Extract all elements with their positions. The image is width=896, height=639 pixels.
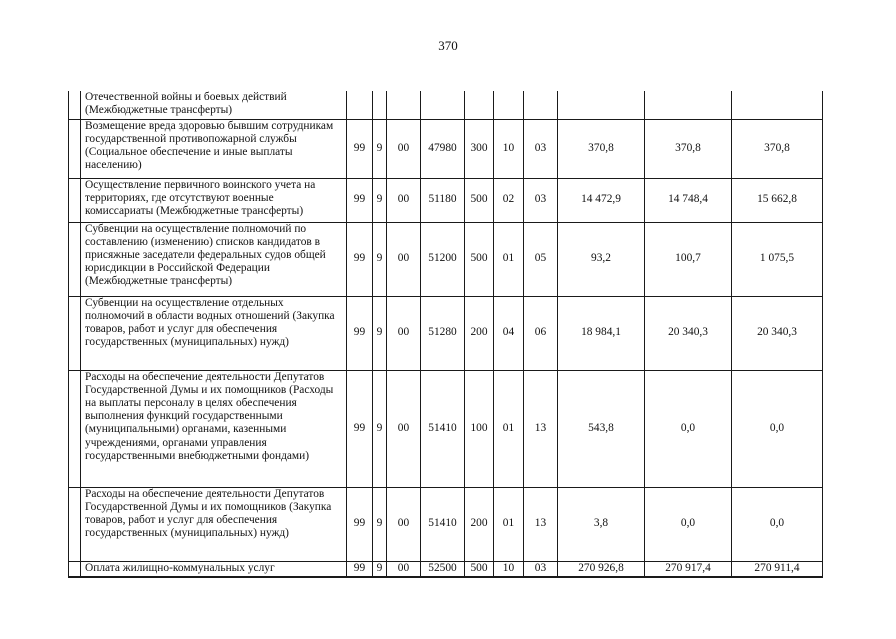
row-indent-cell [69,119,81,178]
cell-value-year2: 0,0 [645,370,732,487]
cell-program: 99 [347,222,373,296]
cell-program: 99 [347,296,373,370]
cell-subprogram: 9 [373,119,387,178]
cell-value-year1: 3,8 [558,487,645,561]
cell-subsection: 03 [524,119,558,178]
cell-code: 51410 [421,370,465,487]
cell-value-year2: 20 340,3 [645,296,732,370]
cell-section [494,91,524,119]
row-indent-cell [69,296,81,370]
cell-expense-type: 500 [465,178,494,222]
row-description: Осуществление первичного воинского учета на территориях, где отсутствуют военные комиссариаты (Межбюджетные трансферты) [81,178,347,222]
cell-subsection: 03 [524,561,558,577]
cell-subprogram: 9 [373,296,387,370]
row-description: Расходы на обеспечение деятельности Депутатов Государственной Думы и их помощников (Закупка товаров, работ и услуг для обеспечения государственных (муниципальных) нужд) [81,487,347,561]
cell-program: 99 [347,370,373,487]
cell-subsection: 05 [524,222,558,296]
cell-direction: 00 [387,119,421,178]
cell-value-year2: 270 917,4 [645,561,732,577]
cell-value-year3: 20 340,3 [732,296,823,370]
cell-program: 99 [347,561,373,577]
cell-subsection: 06 [524,296,558,370]
row-indent-cell [69,178,81,222]
cell-section: 04 [494,296,524,370]
cell-expense-type: 300 [465,119,494,178]
cell-section: 01 [494,370,524,487]
cell-value-year1 [558,91,645,119]
table-body [69,91,823,577]
row-description: Субвенции на осуществление полномочий по составлению (изменению) списков кандидатов в присяжные заседатели федеральных судов общей юрисдикции в Российской Федерации (Межбюджетные трансферты) [81,222,347,296]
table-row [69,119,823,178]
cell-value-year3: 0,0 [732,487,823,561]
cell-direction: 00 [387,178,421,222]
row-indent-cell [69,91,81,119]
cell-value-year2: 14 748,4 [645,178,732,222]
cell-value-year1: 270 926,8 [558,561,645,577]
cell-expense-type: 100 [465,370,494,487]
cell-direction: 00 [387,222,421,296]
cell-section: 02 [494,178,524,222]
row-description: Отечественной войны и боевых действий (Межбюджетные трансферты) [81,91,347,119]
cell-subsection [524,91,558,119]
cell-expense-type: 500 [465,561,494,577]
table-row [69,561,823,577]
cell-program: 99 [347,487,373,561]
cell-code: 52500 [421,561,465,577]
cell-value-year2: 100,7 [645,222,732,296]
cell-value-year3: 1 075,5 [732,222,823,296]
cell-direction [387,91,421,119]
cell-expense-type: 200 [465,487,494,561]
cell-program: 99 [347,119,373,178]
cell-value-year1: 18 984,1 [558,296,645,370]
cell-section: 10 [494,119,524,178]
cell-value-year1: 14 472,9 [558,178,645,222]
row-indent-cell [69,561,81,577]
cell-value-year3: 0,0 [732,370,823,487]
cell-code [421,91,465,119]
cell-code: 51280 [421,296,465,370]
cell-section: 01 [494,487,524,561]
cell-expense-type [465,91,494,119]
cell-value-year3: 370,8 [732,119,823,178]
cell-subprogram: 9 [373,561,387,577]
cell-subsection: 03 [524,178,558,222]
cell-expense-type: 200 [465,296,494,370]
cell-subprogram [373,91,387,119]
cell-subsection: 13 [524,370,558,487]
page-number: 370 [438,38,458,53]
cell-code: 51180 [421,178,465,222]
cell-section: 10 [494,561,524,577]
cell-code: 51410 [421,487,465,561]
cell-section: 01 [494,222,524,296]
row-description: Расходы на обеспечение деятельности Депутатов Государственной Думы и их помощников (Расходы на выплаты персоналу в целях обеспечения выполнения функций государственными (муниципальными) органами, казенными учреждениями, органами управления государственными внебюджетными фондами) [81,370,347,487]
cell-subprogram: 9 [373,370,387,487]
table-row [69,222,823,296]
cell-value-year3: 15 662,8 [732,178,823,222]
row-indent-cell [69,222,81,296]
row-indent-cell [69,487,81,561]
table-row [69,296,823,370]
cell-subprogram: 9 [373,487,387,561]
row-indent-cell [69,370,81,487]
cell-value-year2 [645,91,732,119]
cell-expense-type: 500 [465,222,494,296]
cell-subsection: 13 [524,487,558,561]
cell-value-year2: 370,8 [645,119,732,178]
cell-subprogram: 9 [373,178,387,222]
table-row [69,91,823,119]
cell-subprogram: 9 [373,222,387,296]
cell-value-year1: 93,2 [558,222,645,296]
cell-value-year3: 270 911,4 [732,561,823,577]
cell-value-year3 [732,91,823,119]
cell-direction: 00 [387,561,421,577]
table-row [69,487,823,561]
cell-value-year1: 543,8 [558,370,645,487]
cell-direction: 00 [387,370,421,487]
cell-program [347,91,373,119]
cell-program: 99 [347,178,373,222]
cell-code: 51200 [421,222,465,296]
cell-direction: 00 [387,296,421,370]
row-description: Оплата жилищно-коммунальных услуг [81,561,347,577]
row-description: Возмещение вреда здоровью бывшим сотрудникам государственной противопожарной службы (Социальное обеспечение и иные выплаты населению) [81,119,347,178]
table-row [69,178,823,222]
cell-direction: 00 [387,487,421,561]
budget-table [68,91,823,578]
cell-value-year2: 0,0 [645,487,732,561]
row-description: Субвенции на осуществление отдельных полномочий в области водных отношений (Закупка товаров, работ и услуг для обеспечения государственных (муниципальных) нужд) [81,296,347,370]
cell-code: 47980 [421,119,465,178]
cell-value-year1: 370,8 [558,119,645,178]
table-row [69,370,823,487]
